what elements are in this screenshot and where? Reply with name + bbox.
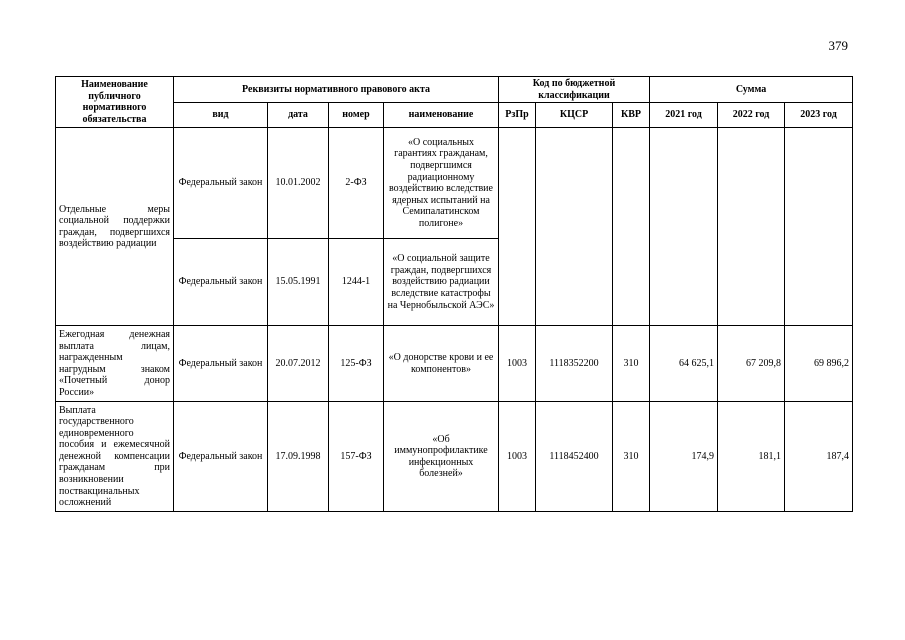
header-type: вид [174, 103, 268, 128]
header-title: наименование [384, 103, 499, 128]
act-number-cell: 157-ФЗ [329, 402, 384, 512]
amount-2022-cell: 67 209,8 [718, 326, 785, 402]
act-date-cell: 20.07.2012 [268, 326, 329, 402]
kcsr-cell: 1118352200 [536, 326, 613, 402]
obligation-name-cell: Отдельные меры социальной поддержки граждан, подвергшихся воздействию радиации [56, 128, 174, 326]
table-row [56, 326, 853, 402]
act-title-cell: «О социальной защите граждан, подвергшихся воздействию радиации вследствие катастрофы на Чернобыльской АЭС» [384, 239, 499, 326]
obligation-name-cell: Выплата государственного единовременного пособия и ежемесячной денежной компенсации гражданам при возникновении поствакцинальных осложнений [56, 402, 174, 512]
header-date: дата [268, 103, 329, 128]
rzpr-cell: 1003 [499, 326, 536, 402]
act-number-cell: 125-ФЗ [329, 326, 384, 402]
kvr-cell [613, 128, 650, 326]
header-2022: 2022 год [718, 103, 785, 128]
header-rzpr: РзПр [499, 103, 536, 128]
header-row-2 [56, 103, 853, 128]
header-2023: 2023 год [785, 103, 853, 128]
act-number-cell: 2-ФЗ [329, 128, 384, 239]
rzpr-cell [499, 128, 536, 326]
table-row [56, 402, 853, 512]
act-type-cell: Федеральный закон [174, 128, 268, 239]
header-amount: Сумма [650, 77, 853, 103]
header-number: номер [329, 103, 384, 128]
header-budget-code: Код по бюджетной классификации [499, 77, 650, 103]
header-kvr: КВР [613, 103, 650, 128]
act-title-cell: «О социальных гарантиях гражданам, подвергшимся радиационному воздействию вследствие ядерных испытаний на Семипалатинском полигоне» [384, 128, 499, 239]
header-2021: 2021 год [650, 103, 718, 128]
act-number-cell: 1244-1 [329, 239, 384, 326]
act-date-cell: 10.01.2002 [268, 128, 329, 239]
amount-2021-cell: 64 625,1 [650, 326, 718, 402]
kcsr-cell [536, 128, 613, 326]
act-date-cell: 17.09.1998 [268, 402, 329, 512]
obligations-table [55, 76, 853, 512]
obligation-name-cell: Ежегодная денежная выплата лицам, награжденным нагрудным знаком «Почетный донор России» [56, 326, 174, 402]
page-number: 379 [828, 38, 848, 53]
amount-2021-cell: 174,9 [650, 402, 718, 512]
amount-2022-cell [718, 128, 785, 326]
header-kcsr: КЦСР [536, 103, 613, 128]
header-row-1 [56, 77, 853, 103]
act-title-cell: «Об иммунопрофилактике инфекционных болезней» [384, 402, 499, 512]
amount-2023-cell: 69 896,2 [785, 326, 853, 402]
act-type-cell: Федеральный закон [174, 239, 268, 326]
kvr-cell: 310 [613, 402, 650, 512]
header-act-details: Реквизиты нормативного правового акта [174, 77, 499, 103]
amount-2023-cell [785, 128, 853, 326]
amount-2022-cell: 181,1 [718, 402, 785, 512]
amount-2023-cell: 187,4 [785, 402, 853, 512]
header-obligation-name: Наименование публичного нормативного обязательства [56, 77, 174, 128]
act-type-cell: Федеральный закон [174, 326, 268, 402]
act-date-cell: 15.05.1991 [268, 239, 329, 326]
act-type-cell: Федеральный закон [174, 402, 268, 512]
kvr-cell: 310 [613, 326, 650, 402]
rzpr-cell: 1003 [499, 402, 536, 512]
table-row [56, 128, 853, 239]
act-title-cell: «О донорстве крови и ее компонентов» [384, 326, 499, 402]
kcsr-cell: 1118452400 [536, 402, 613, 512]
amount-2021-cell [650, 128, 718, 326]
